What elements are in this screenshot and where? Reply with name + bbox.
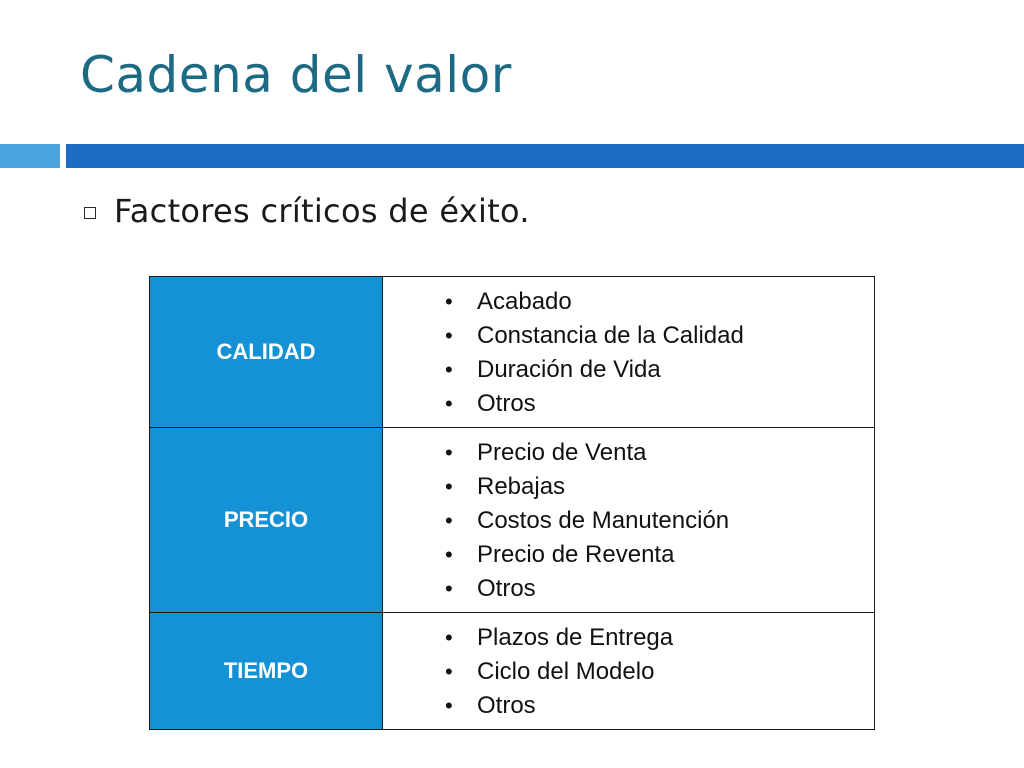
list-item: • Plazos de Entrega bbox=[445, 621, 874, 655]
table-row-calidad bbox=[150, 277, 875, 428]
square-bullet-icon bbox=[84, 207, 96, 219]
list-item: • Duración de Vida bbox=[445, 353, 874, 387]
factors-table bbox=[149, 276, 875, 730]
category-cell-precio: PRECIO bbox=[150, 428, 383, 613]
item-list bbox=[383, 436, 874, 606]
item-list bbox=[383, 621, 874, 723]
accent-bar-left bbox=[0, 144, 60, 168]
list-item: • Acabado bbox=[445, 285, 874, 319]
list-item: • Ciclo del Modelo bbox=[445, 655, 874, 689]
category-cell-tiempo: TIEMPO bbox=[150, 613, 383, 730]
list-item: • Costos de Manutención bbox=[445, 504, 874, 538]
accent-bar-right bbox=[66, 144, 1024, 168]
table-row-tiempo bbox=[150, 613, 875, 730]
slide-title: Cadena del valor bbox=[80, 46, 512, 104]
list-item: • Precio de Reventa bbox=[445, 538, 874, 572]
list-item: • Constancia de la Calidad bbox=[445, 319, 874, 353]
list-item: • Otros bbox=[445, 387, 874, 421]
list-item: • Rebajas bbox=[445, 470, 874, 504]
list-item: • Precio de Venta bbox=[445, 436, 874, 470]
list-item: • Otros bbox=[445, 572, 874, 606]
items-cell-tiempo bbox=[383, 613, 875, 730]
item-list bbox=[383, 285, 874, 421]
items-cell-precio bbox=[383, 428, 875, 613]
list-item: • Otros bbox=[445, 689, 874, 723]
bullet-text: Factores críticos de éxito. bbox=[114, 192, 530, 230]
bullet-item bbox=[84, 192, 530, 230]
items-cell-calidad bbox=[383, 277, 875, 428]
category-cell-calidad: CALIDAD bbox=[150, 277, 383, 428]
table-row-precio bbox=[150, 428, 875, 613]
